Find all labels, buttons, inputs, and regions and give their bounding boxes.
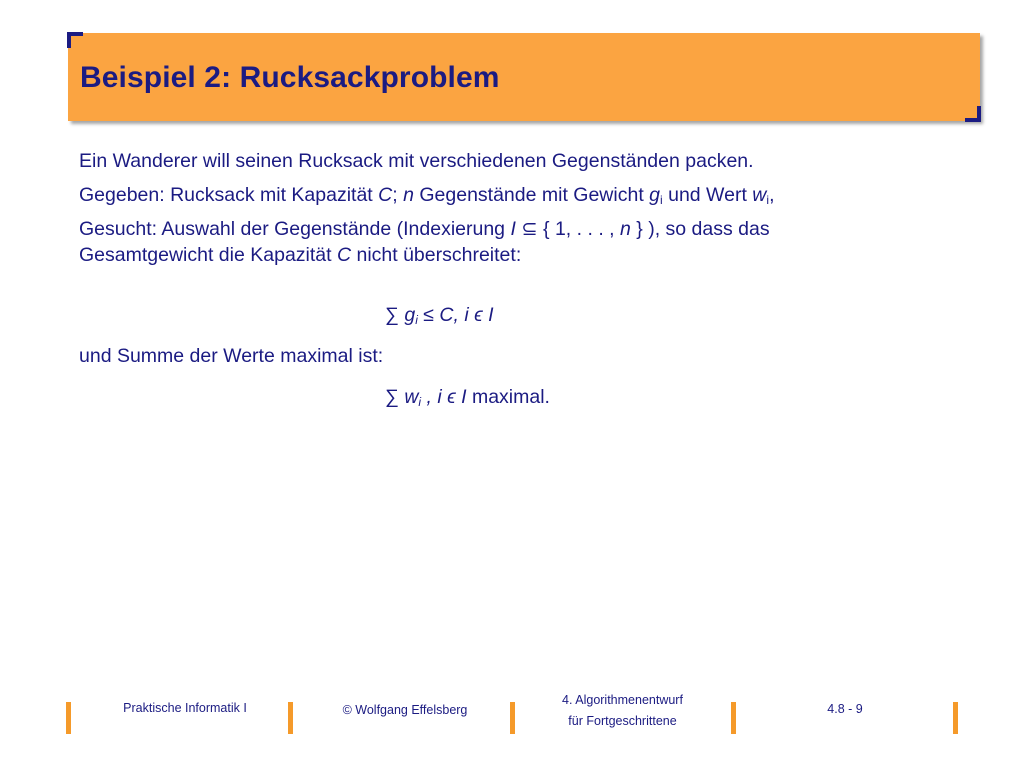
n-var: n — [403, 184, 414, 206]
sum-symbol-2: ∑ — [385, 386, 405, 408]
value-objective-formula — [385, 386, 550, 409]
sought-text — [79, 216, 939, 268]
footer-separator — [731, 702, 736, 734]
sought-line2-suffix: nicht überschreitet: — [351, 244, 522, 266]
footer-chapter-line1: 4. Algorithmenentwurf — [562, 693, 683, 707]
and-line: und Summe der Werte maximal ist: — [79, 345, 384, 367]
footer-page-number: 4.8 - 9 — [827, 702, 863, 716]
sought-prefix: Gesucht: Auswahl der Gegenstände (Indexierung — [79, 218, 511, 240]
set-end: } ), so dass das — [630, 218, 770, 240]
weight-index: i — [660, 193, 663, 207]
footer-chapter-line2: für Fortgeschrittene — [568, 714, 677, 728]
capacity-var: C — [378, 184, 393, 206]
slide-title: Beispiel 2: Rucksackproblem — [80, 61, 500, 94]
n-var-2: n — [620, 218, 631, 240]
given-text — [79, 182, 939, 208]
given-mid-2: und Wert — [662, 184, 753, 206]
footer-separator — [288, 702, 293, 734]
formula-index-range: , i ϵ I — [421, 386, 467, 408]
value-var: w — [752, 184, 767, 206]
slide-footer — [0, 690, 1024, 740]
footer-chapter — [535, 690, 710, 732]
title-corner-top-left — [67, 32, 83, 48]
footer-course: Praktische Informatik I — [123, 701, 247, 715]
value-index: i — [766, 193, 770, 207]
given-mid: Gegenstände mit Gewicht — [413, 184, 650, 206]
footer-separator — [66, 702, 71, 734]
given-sep: ; — [392, 184, 404, 206]
formula-weight-index: i — [415, 313, 418, 327]
formula-weight-var: g — [404, 304, 416, 326]
sum-symbol: ∑ — [385, 304, 405, 326]
formula-maximal: maximal. — [466, 386, 550, 408]
set-text: ⊆ { 1, . . . , — [515, 218, 620, 240]
intro-text: Ein Wanderer will seinen Rucksack mit verschiedenen Gegenständen packen. — [79, 150, 754, 172]
capacity-var-2: C — [336, 244, 352, 266]
formula-value-var: w — [404, 386, 419, 408]
index-set-var: I — [510, 218, 516, 240]
given-prefix: Gegeben: Rucksack mit Kapazität — [79, 184, 379, 206]
formula-value-index: i — [418, 395, 422, 409]
footer-author: © Wolfgang Effelsberg — [342, 703, 468, 717]
formula-constraint: ≤ C, i ϵ I — [417, 304, 494, 326]
given-suffix: , — [769, 184, 775, 206]
footer-separator — [953, 702, 958, 734]
weight-constraint-formula — [385, 304, 494, 327]
weight-var: g — [649, 184, 661, 206]
slide-body — [79, 148, 939, 268]
footer-separator — [510, 702, 515, 734]
sought-line2-prefix: Gesamtgewicht die Kapazität — [79, 244, 337, 266]
title-corner-bottom-right — [965, 106, 981, 122]
slide-title-bar — [68, 33, 980, 121]
